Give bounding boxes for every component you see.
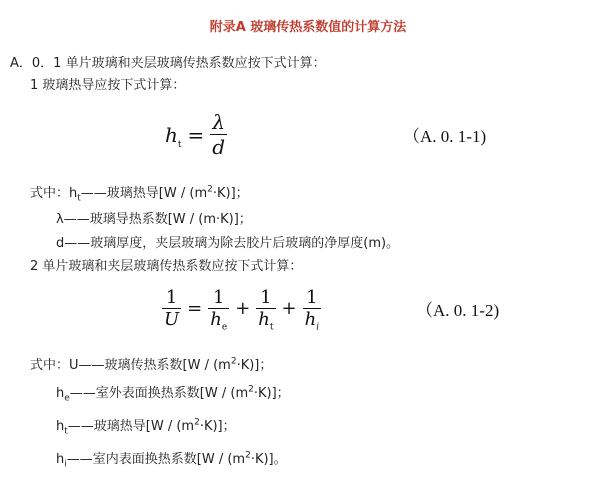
equation-1-number: （A. 0. 1-1) <box>403 127 487 146</box>
eq1-equals: = <box>187 122 205 147</box>
equation-2: $\frac{1}{U}$ = $\frac{1}{h_e}$ + $\frac{1}{h_t}$ + $\frac{1}{h_i}$ <box>164 287 320 333</box>
def-ht-2: $h_t——$玻璃热导$[W / (m^2\cdot K)]$； <box>56 417 236 437</box>
def-lambda: λ——玻璃导热系数[W / (m·K)]； <box>56 212 252 227</box>
appendix-title: 附录A 玻璃传热系数值的计算方法 <box>209 20 407 35</box>
def-hi: $h_i——$室内表面换热系数$[W / (m^2\cdot K)]$。 <box>56 450 287 470</box>
section-heading: A．0．1 单片玻璃和夹层玻璃传热系数应按下式计算： <box>10 56 326 71</box>
eq2-he-fraction: $\frac{1}{h_e}$ <box>210 287 228 333</box>
equation-1 <box>165 110 227 159</box>
eq2-ht-fraction: $\frac{1}{h_t}$ <box>258 287 274 333</box>
item-1-heading: 1 玻璃热导应按下式计算： <box>30 78 186 93</box>
item-2-heading: 2 单片玻璃和夹层玻璃传热系数应按下式计算： <box>30 259 303 274</box>
def-U: 式中：U——玻璃传热系数$[W / (m^2\cdot K)]$； <box>30 356 273 373</box>
eq1-fraction: $\frac{\lambda}{d}$ <box>212 110 226 159</box>
eq2-lhs-fraction: $\frac{1}{U}$ <box>164 287 180 330</box>
def-d: d——玻璃厚度，夹层玻璃为除去胶片后玻璃的净厚度(m)。 <box>56 236 400 251</box>
def-ht-1: 式中：$h_t——$玻璃热导$[W / (m^2\cdot K)]$； <box>30 184 249 204</box>
def-he: $h_e——$室外表面换热系数$[W / (m^2\cdot K)]$； <box>56 384 290 404</box>
eq1-lhs: $h_t$ <box>165 122 182 150</box>
equation-2-number: （A. 0. 1-2) <box>416 301 500 320</box>
eq2-hi-fraction: $\frac{1}{h_i}$ <box>304 287 320 333</box>
